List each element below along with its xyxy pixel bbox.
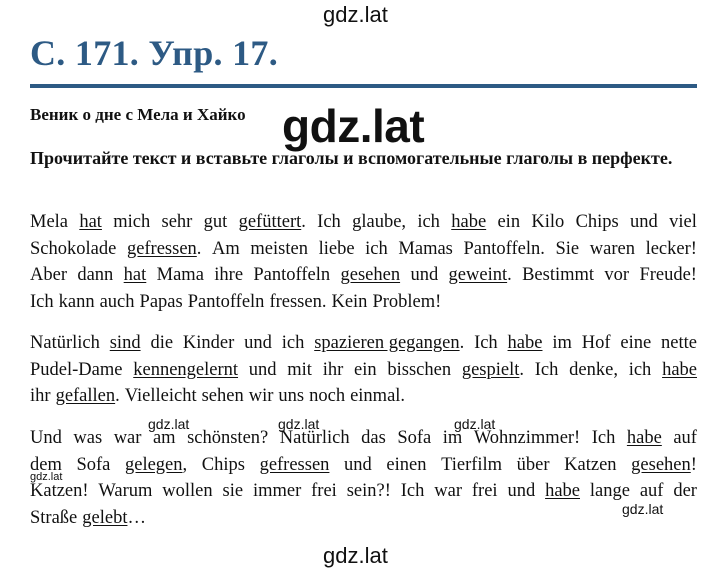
word: Am (212, 238, 240, 259)
word: liebe (318, 238, 355, 259)
word: Natürlich (30, 333, 100, 353)
word: ihre (214, 265, 244, 285)
word: Ich (534, 359, 559, 380)
word: nette (661, 333, 697, 353)
answer-verb: habe (626, 428, 662, 448)
word (110, 330, 141, 357)
page-title: С. 171. Упр. 17. (30, 33, 279, 73)
word (340, 262, 400, 289)
word: auf (673, 428, 697, 448)
watermark-small-2: gdz.lat (278, 416, 320, 432)
text-line (30, 452, 697, 479)
word (79, 209, 102, 236)
word: dem (30, 454, 62, 475)
word: sehen (201, 386, 244, 406)
word: Pantoffeln (187, 291, 265, 312)
watermark-small-3: gdz.lat (454, 416, 496, 432)
answer-verb: spazieren gegangen (314, 333, 460, 353)
word: das (361, 428, 386, 448)
word: Tierfilm (441, 454, 503, 475)
word: Chips (201, 454, 245, 475)
answer-verb: hat (123, 265, 147, 285)
word: auch (99, 291, 135, 312)
word: Kinder (182, 333, 235, 353)
word (508, 330, 543, 357)
word: waren (589, 238, 635, 259)
answer-verb: gelegen (125, 454, 183, 475)
word: Ich (400, 481, 425, 501)
word: schönsten? (187, 428, 269, 448)
watermark-small-5: gdz.lat (622, 501, 664, 517)
word: was (73, 428, 103, 448)
word: und (410, 265, 439, 285)
word: Sie (555, 238, 580, 259)
word: glaube, (352, 212, 407, 232)
word (260, 452, 330, 479)
word: gut (203, 212, 228, 232)
word: im (442, 428, 463, 448)
text-line (30, 478, 697, 505)
word (133, 357, 238, 384)
word: Ich (317, 212, 341, 232)
word: bisschen (387, 359, 452, 380)
word: und (507, 481, 536, 501)
word: Chips (575, 212, 619, 232)
word: ein (354, 359, 377, 380)
word: ich (628, 359, 652, 380)
word: der (673, 481, 697, 501)
answer-verb: gesehen (631, 454, 691, 475)
word: viel (669, 212, 697, 232)
word: sehr (161, 212, 193, 232)
word: spazieren gegangen. (314, 333, 465, 353)
word: ich (417, 212, 440, 232)
word: Papas (139, 291, 183, 312)
word: gelegen, (125, 454, 188, 475)
text-line (30, 330, 697, 357)
word: mich (113, 212, 151, 232)
word: Mama (156, 265, 204, 285)
word: uns (278, 386, 305, 406)
text-line (30, 289, 697, 316)
text-line (30, 383, 697, 410)
word: und (630, 212, 658, 232)
word: Natürlich (279, 428, 350, 448)
watermark-bottom: gdz.lat (323, 543, 388, 568)
watermark-top: gdz.lat (323, 2, 388, 27)
word: ihr (322, 359, 344, 380)
word: im (552, 333, 572, 353)
word: Aber (30, 265, 67, 285)
word: noch (309, 386, 346, 406)
answer-verb: habe (662, 359, 697, 380)
text-line (30, 236, 697, 263)
answer-verb: sind (109, 333, 141, 353)
word (451, 209, 486, 236)
word: Bestimmt (522, 265, 595, 285)
text-line (30, 209, 697, 236)
answer-verb: gefallen (55, 386, 116, 406)
text-line (30, 262, 697, 289)
word: Sofa (76, 454, 111, 475)
paragraph-2 (30, 330, 697, 410)
word: lange (589, 481, 630, 501)
word: Hof (581, 333, 611, 353)
word: Kilo (531, 212, 565, 232)
word: Warum (98, 481, 153, 501)
word: Ich (30, 291, 54, 312)
paragraph-1 (30, 209, 697, 315)
word: Ich (474, 333, 498, 353)
word: gefallen. (55, 386, 120, 406)
word: Ich (591, 428, 616, 448)
word: fressen. (269, 291, 327, 312)
word: auf (639, 481, 664, 501)
word (627, 425, 662, 452)
word: ihr (30, 386, 51, 406)
text-line (30, 425, 697, 452)
word: gefüttert. (238, 212, 306, 232)
answer-verb: kennengelernt (133, 359, 239, 380)
text-line (30, 505, 697, 532)
word: und (248, 359, 277, 380)
answer-verb: gefüttert (238, 212, 302, 232)
word: war (113, 428, 142, 448)
word: Mela (30, 212, 69, 232)
word: gefressen. (126, 238, 202, 259)
word: Und (30, 428, 62, 448)
task-instruction: Прочитайте текст и вставьте глаголы и вспомогательные глаголы в перфекте. (30, 148, 673, 168)
title-underline-rule (30, 84, 697, 88)
word: Pudel-Dame (30, 359, 123, 380)
word: einen (386, 454, 427, 475)
word: und (244, 333, 272, 353)
answer-verb: habe (545, 481, 580, 501)
text-line (30, 357, 697, 384)
answer-verb: habe (451, 212, 487, 232)
word: sein?! (346, 481, 391, 501)
word: Freude! (639, 265, 697, 285)
word: kann (58, 291, 95, 312)
word: immer (252, 481, 302, 501)
word (662, 357, 697, 384)
word: frei (471, 481, 498, 501)
word: ein (497, 212, 521, 232)
word: Wohnzimmer! (473, 428, 581, 448)
watermark-small-4: gdz.lat (30, 471, 63, 483)
word: vor (604, 265, 630, 285)
answer-verb: gefressen (259, 454, 330, 475)
answer-verb: habe (507, 333, 543, 353)
word: mit (287, 359, 312, 380)
answer-verb: hat (79, 212, 102, 232)
word (124, 262, 147, 289)
paragraph-3 (30, 425, 697, 531)
word (545, 478, 580, 505)
word: geweint. (448, 265, 512, 285)
word: einmal. (350, 386, 406, 406)
word: lecker! (645, 238, 697, 259)
answer-verb: gefressen (126, 238, 197, 259)
word: frei (311, 481, 337, 501)
watermark-small-1: gdz.lat (148, 416, 190, 432)
word: die (150, 333, 174, 353)
text-subtitle: Веник о дне с Мела и Хайко (30, 105, 246, 124)
word: Mamas (398, 238, 453, 259)
word: Pantoffeln. (463, 238, 545, 259)
word: gesehen! (631, 454, 697, 475)
word: wir (248, 386, 274, 406)
word: Katzen (564, 454, 617, 475)
word: Straße (30, 507, 78, 528)
watermark-large: gdz.lat (282, 100, 425, 152)
answer-verb: gespielt (461, 359, 520, 380)
word: gespielt. (461, 359, 525, 380)
word: Pantoffeln (253, 265, 331, 285)
word: am (152, 428, 176, 448)
word: Kein (331, 291, 368, 312)
word: dann (77, 265, 114, 285)
word: Problem! (372, 291, 442, 312)
answer-verb: geweint (448, 265, 508, 285)
word: ich (365, 238, 388, 259)
word: Vielleicht (124, 386, 197, 406)
word: gelebt… (82, 507, 146, 528)
word: eine (620, 333, 652, 353)
word: Sofa (397, 428, 432, 448)
word: denke, (569, 359, 618, 380)
word: ich (281, 333, 305, 353)
word: und (344, 454, 372, 475)
answer-verb: gesehen (340, 265, 401, 285)
word: Katzen! (30, 481, 89, 501)
word: wollen (162, 481, 213, 501)
word: war (434, 481, 462, 501)
word: meisten (250, 238, 308, 259)
word: sie (222, 481, 244, 501)
word: über (516, 454, 550, 475)
answer-verb: gelebt (82, 507, 128, 528)
word: Schokolade (30, 238, 117, 259)
